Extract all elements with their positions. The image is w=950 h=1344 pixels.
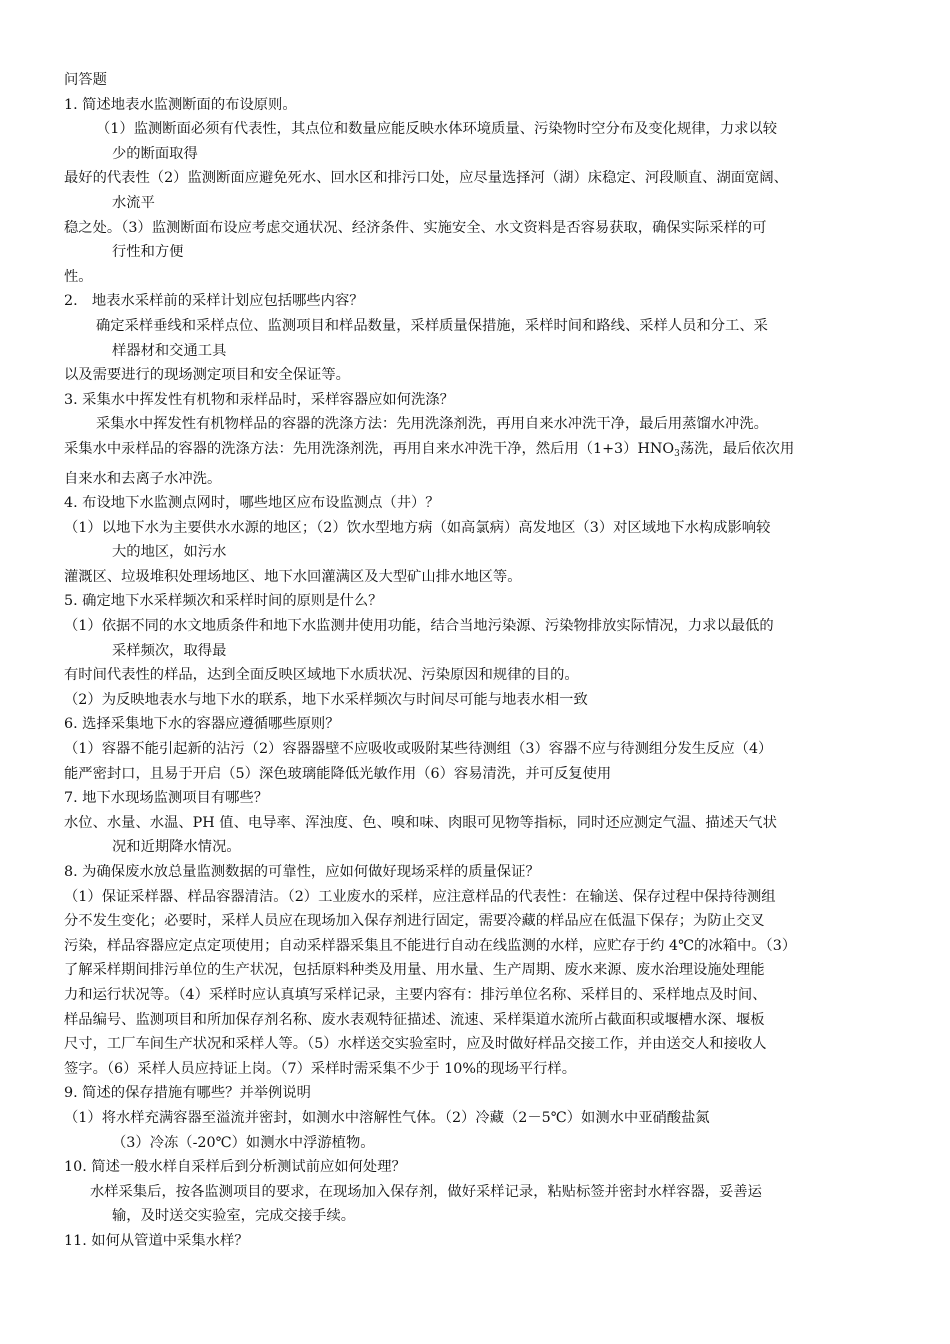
answer-4-line: 大的地区，如污水 xyxy=(112,544,227,561)
answer-8-line: （1）保证采样器、样品容器清洁。（2）工业废水的采样，应注意样品的代表性：在输送、保存过程中保持待测组 xyxy=(64,888,776,905)
answer-5-line: （1）依据不同的水文地质条件和地下水监测井使用功能，结合当地污染源、污染物排放实际情况，力求以最低的 xyxy=(64,618,774,635)
answer-7-line: 况和近期降水情况。 xyxy=(112,839,241,856)
answer-8-line: 分不发生变化；必要时，采样人员应在现场加入保存剂进行固定，需要冷藏的样品应在低温下保存；为防止交叉 xyxy=(64,913,765,930)
answer-5-line: 有时间代表性的样品，达到全面反映区域地下水质状况、污染原因和规律的目的。 xyxy=(64,667,579,684)
answer-3-text-cont: 荡洗，最后依次用 xyxy=(679,440,795,457)
answer-8-line: 样品编号、监测项目和所加保存剂名称、废水表观特征描述、流速、采样渠道水流所占截面积或堰槽水深、堰板 xyxy=(64,1011,765,1028)
answer-8-line: 污染，样品容器应定点定项使用；自动采样器采集且不能进行自动在线监测的水样，应贮存于约 4℃的冰箱中。（3） xyxy=(64,937,797,954)
answer-7-line: 水位、水量、水温、PH 值、电导率、浑浊度、色、嗅和味、肉眼可见物等指标，同时还应测定气温、描述天气状 xyxy=(64,814,777,831)
answer-6-line: 能严密封口，且易于开启（5）深色玻璃能降低光敏作用（6）容易清洗，并可反复使用 xyxy=(64,765,612,782)
answer-3-line xyxy=(64,437,890,467)
question-4: 4. 布设地下水监测点网时，哪些地区应布设监测点（井）？ xyxy=(64,495,440,512)
answer-5-line: （2）为反映地表水与地下水的联系，地下水采样频次与时间尽可能与地表水相一致 xyxy=(64,691,588,708)
question-1: 1. 简述地表水监测断面的布设原则。 xyxy=(64,96,297,113)
question-8: 8. 为确保废水放总量监测数据的可靠性，应如何做好现场采样的质量保证？ xyxy=(64,864,540,880)
answer-1-line: 稳之处。（3）监测断面布设应考虑交通状况、经济条件、实施安全、水文资料是否容易获取，确保实际采样的可 xyxy=(64,219,767,236)
answer-2-line: 以及需要进行的现场测定项目和安全保证等。 xyxy=(64,367,350,384)
answer-3-line: 采集水中挥发性有机物样品的容器的洗涤方法：先用洗涤剂洗，再用自来水冲洗干净，最后用蒸馏水冲洗。 xyxy=(96,416,768,433)
answer-8-line: 尺寸，工厂车间生产状况和采样人等。（5）水样送交实验室时，应及时做好样品交接工作，并由送交人和接收人 xyxy=(64,1036,767,1053)
answer-10-line: 水样采集后，按各监测项目的要求，在现场加入保存剂，做好采样记录，粘贴标签并密封水样容器，妥善运 xyxy=(90,1183,762,1200)
question-6: 6. 选择采集地下水的容器应遵循哪些原则？ xyxy=(64,716,340,733)
answer-6-line: （1）容器不能引起新的沾污（2）容器器壁不应吸收或吸附某些待测组（3）容器不应与待测组分发生反应（4） xyxy=(64,741,773,758)
document-page xyxy=(64,68,890,1254)
answer-1-line: （1）监测断面必须有代表性，其点位和数量应能反映水体环境质量、污染物时空分布及变化规律，力求以较 xyxy=(96,121,778,138)
answer-10-line: 输，及时送交实验室，完成交接手续。 xyxy=(112,1208,356,1225)
answer-1-line: 水流平 xyxy=(112,194,155,211)
answer-1-line: 行性和方便 xyxy=(112,244,184,261)
doc-title: 问答题 xyxy=(64,72,107,88)
answer-4-line: （1）以地下水为主要供水水源的地区；（2）饮水型地方病（如高氯病）高发地区（3）对区域地下水构成影响较 xyxy=(64,519,771,536)
subscript-3: 3 xyxy=(674,448,680,459)
answer-1-line: 最好的代表性（2）监测断面应避免死水、回水区和排污口处，应尽量选择河（湖）床稳定、河段顺直、湖面宽阔、 xyxy=(64,170,788,187)
answer-9-line: （1）将水样充满容器至溢流并密封，如测水中溶解性气体。（2）冷藏（2－5℃）如测水中亚硝酸盐氮 xyxy=(64,1109,710,1126)
answer-8-line: 了解采样期间排污单位的生产状况，包括原料种类及用量、用水量、生产周期、废水来源、废水治理设施处理能 xyxy=(64,962,765,979)
question-11: 11. 如何从管道中采集水样？ xyxy=(64,1232,249,1249)
answer-4-line: 灌溉区、垃圾堆积处理场地区、地下水回灌满区及大型矿山排水地区等。 xyxy=(64,568,522,585)
answer-1-line: 少的断面取得 xyxy=(112,145,198,162)
answer-8-line: 力和运行状况等。（4）采样时应认真填写采样记录，主要内容有：排污单位名称、采样目的、采样地点及时间、 xyxy=(64,986,767,1003)
question-2: 2. 地表水采样前的采样计划应包括哪些内容？ xyxy=(64,293,364,310)
answer-1-line: 性。 xyxy=(64,268,93,285)
answer-2-line: 样器材和交通工具 xyxy=(112,342,227,359)
answer-3-text: 采集水中汞样品的容器的洗涤方法：先用洗涤剂洗，再用自来水冲洗干净，然后用（1+3）HNO xyxy=(64,440,675,457)
answer-9-line: （3）冷冻（-20℃）如测水中浮游植物。 xyxy=(112,1134,375,1151)
answer-2-line: 确定采样垂线和采样点位、监测项目和样品数量，采样质量保措施，采样时间和路线、采样人员和分工、采 xyxy=(96,317,768,334)
question-7: 7. 地下水现场监测项目有哪些？ xyxy=(64,790,269,807)
answer-5-line: 采样频次，取得最 xyxy=(112,642,227,659)
question-10: 10. 简述一般水样自采样后到分析测试前应如何处理？ xyxy=(64,1159,406,1176)
answer-8-line: 签字。（6）采样人员应持证上岗。（7）采样时需采集不少于 10%的现场平行样。 xyxy=(64,1060,577,1077)
answer-3-line: 自来水和去离子水冲洗。 xyxy=(64,470,222,487)
question-9: 9. 简述的保存措施有哪些？并举例说明 xyxy=(64,1085,311,1102)
question-5: 5. 确定地下水采样频次和采样时间的原则是什么？ xyxy=(64,593,383,610)
question-3: 3. 采集水中挥发性有机物和汞样品时，采样容器应如何洗涤？ xyxy=(64,391,454,408)
